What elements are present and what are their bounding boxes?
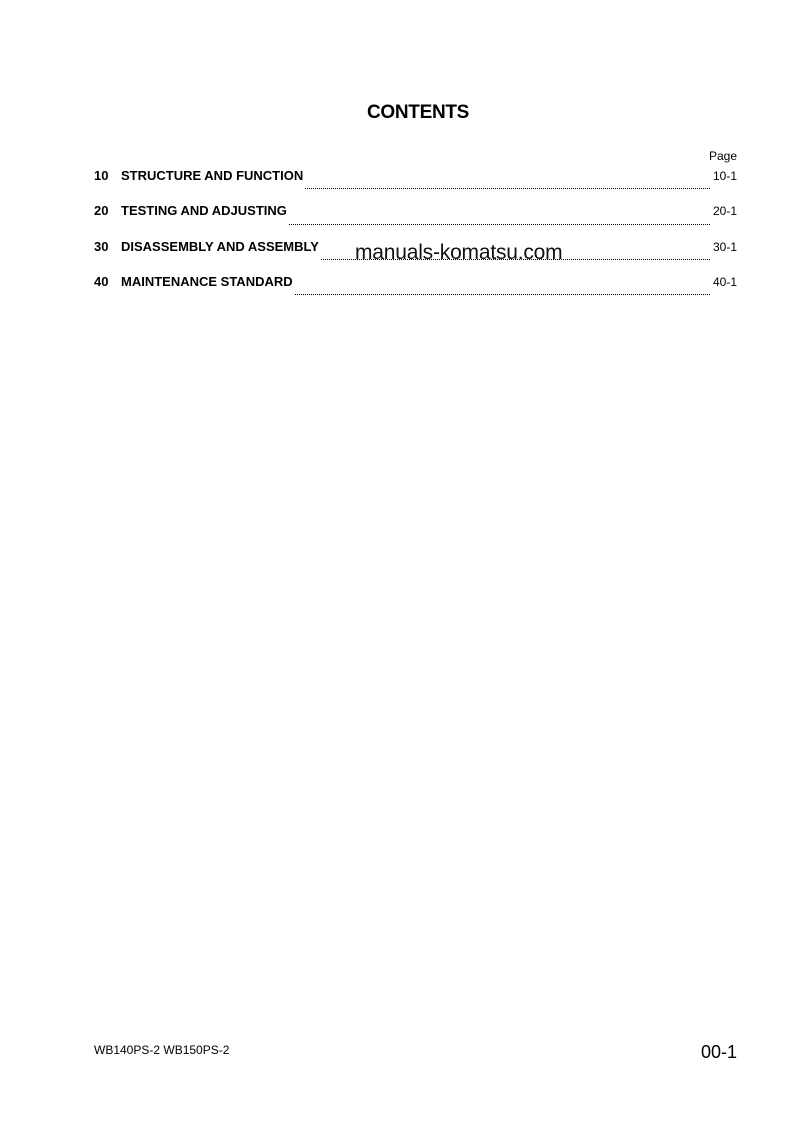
toc-dot-leader xyxy=(295,293,710,295)
page-title: CONTENTS xyxy=(366,102,470,123)
toc-entry-page: 10-1 xyxy=(712,169,737,183)
toc-entry[interactable] xyxy=(94,203,737,238)
page-column-header: Page xyxy=(708,149,737,163)
watermark: manuals-komatsu.com xyxy=(355,241,563,264)
toc-entry-number: 20 xyxy=(94,203,109,219)
toc-entry-title: STRUCTURE AND FUNCTION xyxy=(121,168,304,183)
footer-model: WB140PS-2 WB150PS-2 xyxy=(94,1043,230,1057)
toc-entry-number: 10 xyxy=(94,168,109,183)
toc-entry-number: 40 xyxy=(94,273,109,289)
toc-entry-title: MAINTENANCE STANDARD xyxy=(121,273,293,289)
toc-entry-title: TESTING AND ADJUSTING xyxy=(121,203,287,219)
toc-entry-page: 30-1 xyxy=(712,239,737,254)
toc-entry-number: 30 xyxy=(94,238,109,254)
table-of-contents xyxy=(94,168,737,309)
toc-entry[interactable] xyxy=(94,168,737,203)
toc-entry[interactable] xyxy=(94,274,737,309)
toc-entry-page: 40-1 xyxy=(712,274,737,289)
toc-entry-title: DISASSEMBLY AND ASSEMBLY xyxy=(121,238,319,254)
toc-dot-leader xyxy=(305,187,710,189)
toc-dot-leader xyxy=(289,223,710,225)
footer-page-number: 00-1 xyxy=(700,1042,737,1062)
toc-entry-page: 20-1 xyxy=(712,204,737,219)
